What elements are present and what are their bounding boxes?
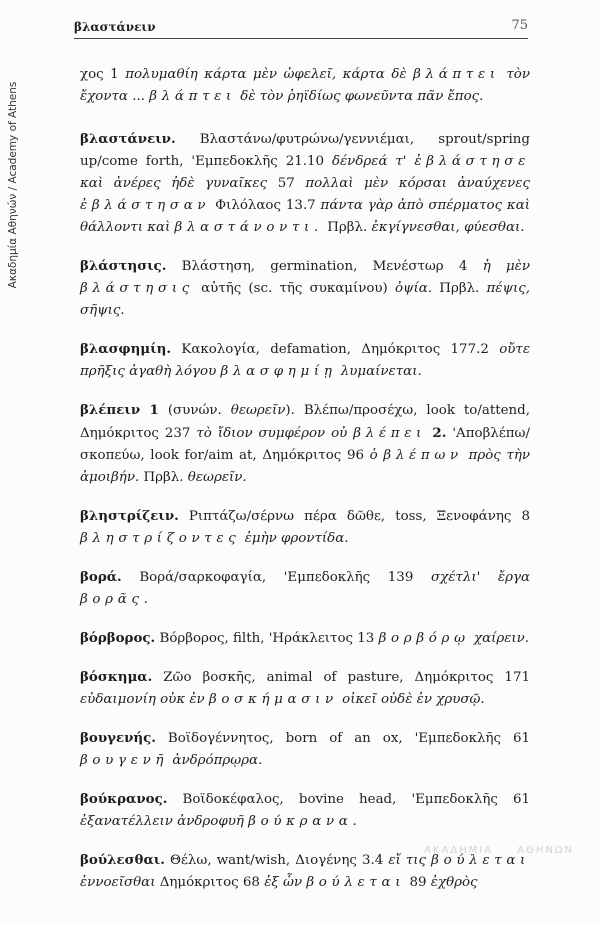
side-attribution-text: Ακαδημία Αθηνών / Academy of Athens (7, 81, 19, 289)
entry-blastesis (80, 255, 530, 322)
headword: βλαστάνειν. (80, 131, 176, 147)
sense-number: 2. (426, 425, 447, 441)
definition: Κακολογία, defamation, Δημόκριτος 177.2 (171, 342, 500, 357)
continuation-fragment (80, 64, 530, 108)
spaced-quote: ἐβλάστησε (414, 154, 530, 169)
spaced-quote: βλέπει (353, 426, 427, 441)
entry-blestrizein (80, 505, 530, 550)
definition: ). Βλέπω/προσέχω, look to/attend, Δημόκριτος 237 (80, 403, 530, 441)
quote: πέψις, σῆψις. (80, 281, 530, 318)
entry-blasphemie (80, 338, 530, 383)
spaced-quote: βλέπων (383, 448, 463, 463)
definition: Βλάστηση, germination, Μενέστωρ 4 (166, 259, 483, 274)
quote: πρὸς τὴν ἀμοιβήν. (80, 448, 531, 485)
definition: 'Αποβλέπω/σκοπεύω, look for/aim at, Δημόκριτος 96 (80, 426, 530, 463)
quote: ἐμὴν φροντίδα. (244, 531, 349, 546)
entry-boukranos (80, 788, 530, 833)
page-number: 75 (511, 18, 528, 33)
entry-bora (80, 566, 530, 611)
spaced-quote: βοσκήμασιν (208, 692, 338, 707)
text: Φιλόλαος 13.7 (210, 198, 321, 213)
spaced-quote: βλάπτει (149, 89, 236, 104)
entry-blastanein (80, 128, 530, 239)
quote: λυμαίνεται. (340, 364, 422, 379)
entry-bougenes (80, 727, 530, 772)
watermark (400, 845, 574, 856)
headword: βλάστησις. (80, 258, 167, 274)
quote: οὔτε πρῆξις ἀγαθὴ λόγου (80, 342, 530, 379)
headword: βόρβορος. (80, 630, 156, 646)
spaced-quote: βλαστάνοντι. (174, 220, 323, 235)
running-head (74, 18, 528, 39)
spaced-quote: βούλεται (306, 875, 406, 890)
definition: Θέλω, want/wish, Διογένης 3.4 (164, 853, 389, 868)
quote: καὶ ἀνέρες ἠδὲ γυναῖκες (80, 176, 268, 191)
headword: βλασφημίη. (80, 341, 171, 357)
quote: δένδρεά τ' (331, 154, 407, 169)
spaced-quote: βούλεται (431, 853, 530, 868)
entry-blepein (80, 399, 530, 489)
definition: Βοϊδοκέφαλος, bovine head, 'Εμπεδοκλῆς 61 (167, 792, 530, 807)
spaced-quote: βλάπτει (413, 67, 500, 82)
entry-boskema (80, 666, 530, 711)
text: Πρβλ. (322, 220, 372, 235)
quote: χαίρειν. (473, 631, 530, 646)
headword: βληστρίζειν. (80, 508, 179, 524)
headword: βουγενής. (80, 730, 156, 746)
quote: θεωρεῖν. (187, 470, 247, 485)
entry-borboros (80, 627, 530, 650)
quote: θεωρεῖν (230, 403, 286, 418)
quote: ὁ (369, 448, 378, 463)
text: Πρβλ. (432, 281, 487, 296)
definition: Βλαστάνω/φυτρώνω/γεννιέμαι, sprout/spring up/come forth, 'Εμπεδοκλῆς 21.10 (80, 132, 530, 169)
headword: βόσκημα. (80, 669, 153, 685)
headword: βορά. (80, 569, 122, 585)
quote: πολλαὶ μὲν κόρσαι ἀναύχενες (305, 176, 530, 191)
quote: ἀνδρόπρῳρα. (172, 753, 263, 768)
quote: ἐξ ὧν (264, 875, 303, 890)
quote: τὸν ἔχοντα ... (80, 67, 530, 104)
text: 89 (405, 875, 431, 890)
definition: Βορά/σαρκοφαγία, 'Εμπεδοκλῆς 139 (121, 570, 431, 585)
definition: Βόρβορος, filth, 'Ηράκλειτος 13 (155, 631, 379, 646)
headword: βλέπειν 1 (80, 402, 159, 418)
text: 57 (267, 176, 306, 191)
quote: ἡ μὲν (482, 259, 530, 274)
dictionary-text (80, 64, 530, 910)
spaced-quote: βλασφημίῃ (220, 364, 337, 379)
text: Πρβλ. (139, 470, 188, 485)
quote: δὲ τὸν ῥηϊδίως φωνεῦντα πᾶν ἔπος. (240, 89, 484, 104)
text: (συνών. (158, 403, 231, 418)
definition: Βοϊδογέννητος, born of an ox, 'Εμπεδοκλῆς 61 (155, 731, 530, 746)
quote: οἰκεῖ οὐδὲ ἐν χρυσῷ. (342, 692, 485, 707)
spaced-quote: βλάστησις (80, 281, 194, 296)
watermark-right: ΑΘΗΝΩΝ (517, 845, 574, 856)
side-attribution (6, 40, 20, 330)
definition: Ζῶο βοσκῆς, animal of pasture, Δημόκριτος 171 (152, 670, 530, 685)
quote: εὐδαιμονίη οὐκ ἐν (80, 692, 205, 707)
quote: σχέτλι' ἔργα (430, 570, 530, 585)
headword: βούλεσθαι. (80, 852, 165, 868)
quote: πάντα γὰρ ἀπὸ σπέρματος καὶ θάλλοντι καὶ (80, 198, 531, 235)
spaced-quote: βορβόρῳ (378, 631, 470, 646)
quote: ἐχθρὸς (430, 875, 478, 890)
spaced-quote: ἐβλάστησαν (80, 198, 211, 213)
quote: πολυμαθίη κάρτα μὲν ὠφελεῖ, κάρτα δὲ (125, 67, 407, 82)
watermark-left: ΑΚΑΔΗΜΙΑ (424, 845, 494, 856)
text: Δημόκριτος 68 (155, 875, 265, 890)
spaced-quote: βουγενῆ (80, 753, 169, 768)
definition: Ριπτάζω/σέρνω πέρα δῶθε, toss, Ξενοφάνης 8 (178, 509, 530, 524)
quote: ὀψία. (394, 281, 433, 296)
quote: ἐξανατέλλειν ἀνδροφυῆ (80, 814, 244, 829)
quote: ἐννοεῖσθαι (80, 875, 156, 890)
quote: εἴ τις (388, 853, 427, 868)
headword: βούκρανος. (80, 791, 168, 807)
text: χος 1 (80, 67, 126, 82)
spaced-quote: βορᾶς. (80, 592, 153, 607)
spaced-quote: βληστρίζοντες (80, 531, 241, 546)
running-head-word: βλαστάνειν (74, 20, 156, 34)
quote: τὸ ἴδιον συμφέρον οὐ (196, 426, 348, 441)
text: αὐτῆς (sc. τῆς συκαμίνου) (193, 281, 395, 296)
quote: ἐκγίγνεσθαι, φύεσθαι. (371, 220, 525, 235)
spaced-quote: βούκρανα. (248, 814, 362, 829)
